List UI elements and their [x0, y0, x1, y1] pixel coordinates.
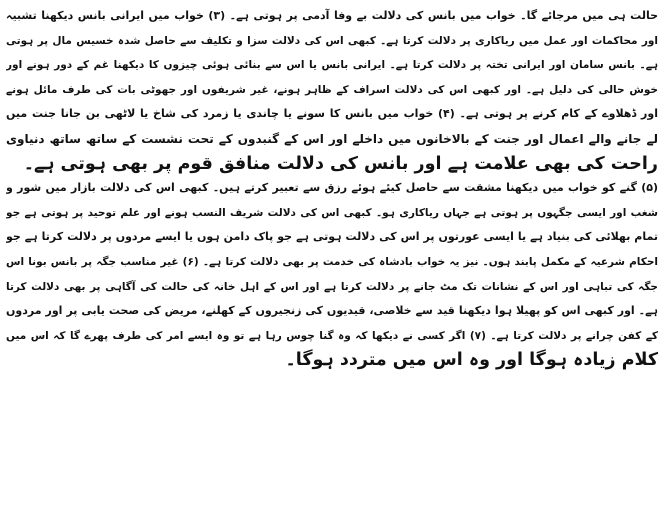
paragraph-end-line: کلام زیادہ ہوگا اور وہ اس میں متردد ہوگا۔ — [285, 350, 658, 371]
text-line: کے کفن چرانے پر دلالت کرتا ہے۔ (۷) اگر کسی نے دیکھا کہ وہ گنا چوس رہا ہے تو وہ ایسے امر کی طرف پھرے گا کہ اس میں — [6, 329, 658, 342]
book-page — [6, 4, 658, 502]
text-line: تمام بھلائی کی بنیاد ہے یا ایسی عورتوں پر اس کی دلالت ہوتی ہے جو پاک دامن ہوں یا ایسے مردوں پر دلالت کرتا ہے جو — [6, 230, 658, 244]
paragraph-end-line: راحت کی بھی علامت ہے اور بانس کی دلالت منافق قوم پر بھی ہوتی ہے۔ — [23, 153, 658, 174]
text-line: لے جانے والے اعمال اور جنت کے بالاخانوں میں داخلے اور اس کے گنبدوں کے تحت نشست کے ساتھ ساتھ دنیاوی — [6, 131, 658, 146]
text-line: اور ڈھلاوے کے کام کرنے پر ہوتی ہے۔ (۴) خواب میں بانس کا سونے یا چاندی یا زمرد کی شاخ یا لاٹھی بن جانا جنت میں — [6, 107, 658, 121]
text-line: خوش حالی کی دلیل ہے۔ اور کبھی اس کی دلالت اسراف کے ظاہر ہونے، غیر شریفوں اور جھوٹی بات کی طرف مائل ہونے — [6, 83, 658, 96]
text-line: شغب اور ایسی جگہوں پر ہوتی ہے جہاں ریاکاری ہو۔ کبھی اس کی دلالت شریف النسب ہونے اور علم توحید پر ہوتی ہے جو — [6, 206, 658, 219]
text-line: (۵) گنے کو خواب میں دیکھنا مشقت سے حاصل کیئے ہوئے رزق سے تعبیر کرتے ہیں۔ کبھی اس کی دلالت بازار میں شور و — [6, 181, 658, 195]
text-line: احکام شرعیہ کے مکمل پابند ہوں۔ نیز یہ خواب بادشاہ کی خدمت پر بھی دلالت کرتا ہے۔ (۶) غیر مناسب جگہ پر بانس بونا اس — [6, 255, 658, 268]
text-line: ہے۔ اور کبھی اس کو پھیلا ہوا دیکھنا قید سے خلاصی، قیدیوں کی زنجیروں کے کھلنے، مریض کی صحت یابی پر اور مردوں — [6, 304, 658, 318]
text-line: جگہ کی تباہی اور اس کے نشانات تک مٹ جانے پر دلالت کرتا ہے اور اس کے اہل خانہ کی حالت کی آگاہی پر بھی دلالت کرتا — [6, 280, 658, 293]
text-line: اور محاکمات اور عمل میں ریاکاری پر دلالت کرتا ہے۔ کبھی اس کی دلالت سزا و تکلیف سے حاصل شدہ خسیس مال پر ہوتی — [6, 34, 658, 47]
text-line: ہے۔ بانس سامان اور ایرانی تختہ پر دلالت کرتا ہے۔ ایرانی بانس یا اس سے بنائی ہوئی چیزوں کا دیکھنا غم کے دور ہونے اور — [6, 59, 658, 72]
text-line: حالت ہی میں مرجائے گا۔ خواب میں بانس کی دلالت بے وفا آدمی پر ہوتی ہے۔ (۳) خواب میں ایرانی بانس دیکھنا تشبیہ — [6, 9, 658, 22]
